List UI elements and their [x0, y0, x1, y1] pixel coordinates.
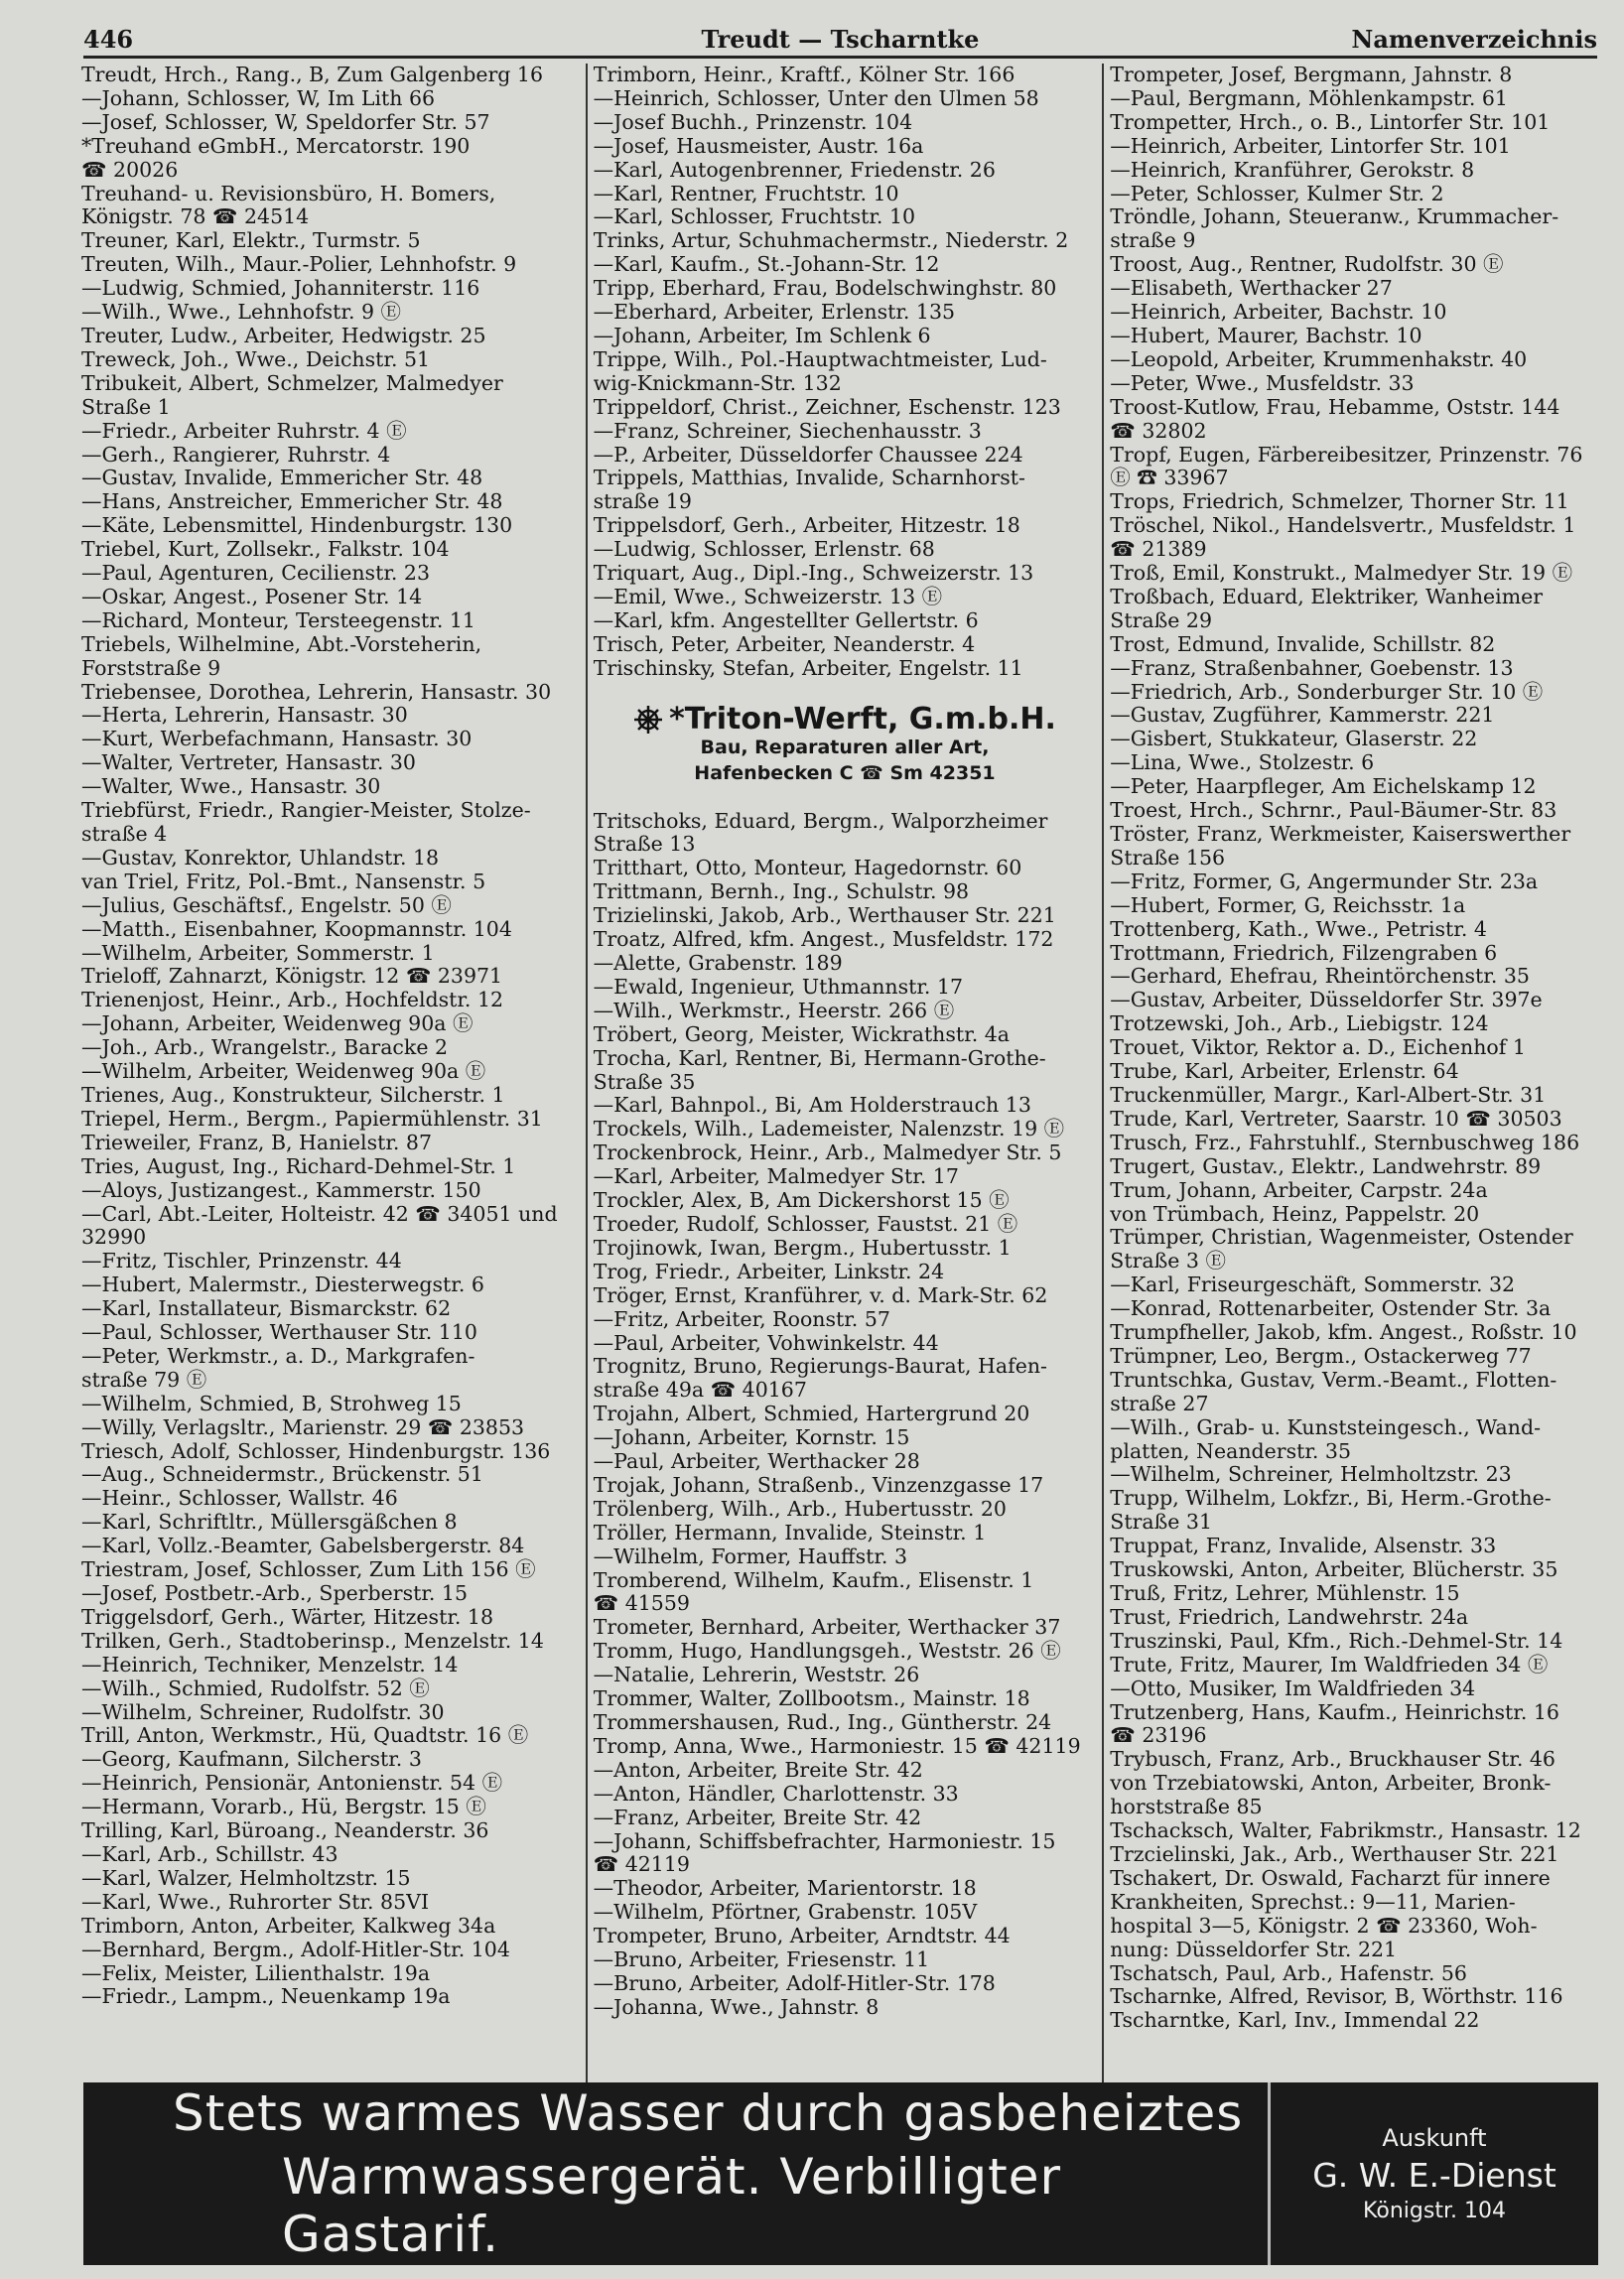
directory-entry: Triesch, Adolf, Schlosser, Hindenburgstr. 136	[81, 1439, 551, 1463]
directory-columns	[81, 64, 1600, 2084]
directory-entry: Troost, Aug., Rentner, Rudolfstr. 30 Ⓔ	[1110, 253, 1504, 277]
directory-entry: —Bruno, Arbeiter, Adolf-Hitler-Str. 178	[593, 1971, 996, 1995]
directory-entry: Troeder, Rudolf, Schlosser, Faustst. 21 Ⓔ	[593, 1212, 1018, 1236]
directory-entry: Troost-Kutlow, Frau, Hebamme, Oststr. 144	[1110, 395, 1560, 419]
directory-entry: Forststraße 9	[81, 656, 221, 680]
directory-entry: Trottenberg, Kath., Wwe., Petristr. 4	[1110, 917, 1487, 941]
directory-entry: Tröller, Hermann, Invalide, Steinstr. 1	[593, 1521, 987, 1544]
directory-entry: Treweck, Joh., Wwe., Deichstr. 51	[81, 347, 431, 371]
directory-entry: —Heinrich, Arbeiter, Lintorfer Str. 101	[1110, 134, 1511, 158]
directory-entry: —Franz, Straßenbahner, Goebenstr. 13	[1110, 656, 1514, 680]
directory-entry: —Karl, Bahnpol., Bi, Am Holderstrauch 13	[593, 1094, 1031, 1118]
directory-entry: —Paul, Arbeiter, Werthacker 28	[593, 1450, 920, 1474]
directory-entry: Trube, Karl, Arbeiter, Erlenstr. 64	[1110, 1060, 1459, 1084]
directory-entry: Tschakert, Dr. Oswald, Facharzt für innere	[1110, 1866, 1551, 1890]
page-header	[83, 22, 1597, 59]
directory-entry: —Paul, Arbeiter, Vohwinkelstr. 44	[593, 1331, 939, 1355]
directory-entry: Tromm, Hugo, Handlungsgeh., Weststr. 26 Ⓔ	[593, 1640, 1061, 1664]
directory-entry: —Käte, Lebensmittel, Hindenburgstr. 130	[81, 514, 513, 538]
directory-entry: Trompetter, Hrch., o. B., Lintorfer Str. 101	[1110, 110, 1551, 134]
directory-entry: —Karl, kfm. Angestellter Gellertstr. 6	[593, 608, 979, 632]
directory-entry: —Johanna, Wwe., Jahnstr. 8	[593, 1995, 880, 2019]
directory-entry: Triebels, Wilhelmine, Abt.-Vorsteherin,	[81, 632, 482, 656]
directory-entry: Trum, Johann, Arbeiter, Carpstr. 24a	[1110, 1178, 1488, 1202]
directory-entry: Trippelsdorf, Gerh., Arbeiter, Hitzestr. 18	[593, 514, 1020, 538]
directory-entry: —Friedr., Lampm., Neuenkamp 19a	[81, 1985, 451, 2009]
directory-entry: Tröndle, Johann, Steueranw., Krummacher-	[1110, 205, 1559, 229]
directory-entry: Trittmann, Bernh., Ing., Schulstr. 98	[593, 880, 970, 904]
directory-entry: —Wilhelm, Schreiner, Helmholtzstr. 23	[1110, 1463, 1512, 1487]
directory-entry: —Wilh., Werkmstr., Heerstr. 266 Ⓔ	[593, 999, 955, 1022]
directory-entry: —Friedrich, Arb., Sonderburger Str. 10 Ⓔ	[1110, 680, 1544, 704]
directory-entry: Truckenmüller, Margr., Karl-Albert-Str. 31	[1110, 1083, 1547, 1107]
directory-entry: —Franz, Arbeiter, Breite Str. 42	[593, 1806, 922, 1829]
directory-entry: —Natalie, Lehrerin, Weststr. 26	[593, 1664, 920, 1687]
directory-entry: —Peter, Schlosser, Kulmer Str. 2	[1110, 182, 1444, 205]
directory-entry: Ⓔ ☎ 33967	[1110, 467, 1229, 490]
directory-entry: —Karl, Vollz.-Beamter, Gabelsbergerstr. 84	[81, 1535, 525, 1558]
directory-entry: —Peter, Haarpfleger, Am Eichelskamp 12	[1110, 775, 1537, 799]
directory-entry: —Johann, Arbeiter, Kornstr. 15	[593, 1426, 910, 1450]
info-label: Auskunft	[1382, 2124, 1487, 2152]
directory-entry: Trzcielinski, Jak., Arb., Werthauser Str. 221	[1110, 1842, 1559, 1866]
directory-entry: —Hermann, Vorarb., Hü, Bergstr. 15 Ⓔ	[81, 1796, 486, 1819]
directory-entry: wig-Knickmann-Str. 132	[593, 371, 842, 395]
directory-entry: Trischinsky, Stefan, Arbeiter, Engelstr. 11	[593, 656, 1023, 680]
directory-entry: Trockler, Alex, B, Am Dickershorst 15 Ⓔ	[593, 1189, 1010, 1213]
directory-entry: Treuter, Ludw., Arbeiter, Hedwigstr. 25	[81, 324, 486, 347]
directory-entry: Trimborn, Anton, Arbeiter, Kalkweg 34a	[81, 1914, 496, 1938]
directory-entry: Trümpner, Leo, Bergm., Ostackerweg 77	[1110, 1344, 1532, 1368]
directory-entry: Straße 35	[593, 1070, 696, 1094]
directory-entry: Trimborn, Heinr., Kraftf., Kölner Str. 166	[593, 64, 1015, 86]
directory-entry: Straße 3 Ⓔ	[1110, 1250, 1226, 1274]
directory-entry: —Wilhelm, Pförtner, Grabenstr. 105V	[593, 1901, 978, 1925]
directory-entry: ☎ 42119	[593, 1853, 690, 1877]
directory-entry: —Karl, Schlosser, Fruchtstr. 10	[593, 205, 916, 229]
directory-entry: —Gerhard, Ehefrau, Rheintörchenstr. 35	[1110, 965, 1530, 989]
directory-entry: Tröschel, Nikol., Handelsvertr., Musfeldstr. 1	[1110, 514, 1576, 538]
triton-werft-advert	[594, 701, 1097, 792]
directory-entry: —Leopold, Arbeiter, Krummenhakstr. 40	[1110, 347, 1528, 371]
directory-entry: Tromp, Anna, Wwe., Harmoniestr. 15 ☎ 42119	[593, 1734, 1081, 1758]
directory-entry: Trocha, Karl, Rentner, Bi, Hermann-Grothe-	[593, 1046, 1046, 1070]
directory-entry: —Gustav, Konrektor, Uhlandstr. 18	[81, 846, 440, 870]
directory-entry: —Hubert, Former, G, Reichsstr. 1a	[1110, 893, 1466, 917]
directory-entry: Tröster, Franz, Werkmeister, Kaiserswerther	[1110, 823, 1571, 846]
directory-entry: Trienes, Aug., Konstrukteur, Silcherstr. 1	[81, 1083, 505, 1107]
directory-entry: —Karl, Rentner, Fruchtstr. 10	[593, 182, 899, 205]
directory-entry: —Walter, Vertreter, Hansastr. 30	[81, 751, 416, 775]
directory-entry: —Wilhelm, Former, Hauffstr. 3	[593, 1544, 907, 1568]
directory-entry: —Karl, Schriftltr., Müllersgäßchen 8	[81, 1511, 458, 1535]
directory-entry: —Felix, Meister, Lilienthalstr. 19a	[81, 1961, 431, 1985]
directory-entry: Trude, Karl, Vertreter, Saarstr. 10 ☎ 30503	[1110, 1107, 1562, 1131]
directory-entry: —Heinr., Schlosser, Wallstr. 46	[81, 1487, 398, 1511]
directory-entry: Trog, Friedr., Arbeiter, Linkstr. 24	[593, 1260, 945, 1283]
directory-entry: Straße 1	[81, 395, 171, 419]
directory-entry: Trieloff, Zahnarzt, Königstr. 12 ☎ 23971	[81, 965, 503, 989]
column-2	[586, 64, 1103, 2084]
directory-entry: Tribukeit, Albert, Schmelzer, Malmedyer	[81, 371, 503, 395]
directory-entry: von Trümbach, Heinz, Pappelstr. 20	[1110, 1202, 1480, 1226]
directory-entry: Trommer, Walter, Zollbootsm., Mainstr. 18	[593, 1687, 1030, 1711]
directory-entry: Trippeldorf, Christ., Zeichner, Eschenstr. 123	[593, 395, 1061, 419]
directory-entry: Tschatsch, Paul, Arb., Hafenstr. 56	[1110, 1961, 1467, 1985]
directory-entry: —Wilhelm, Schmied, B, Strohweg 15	[81, 1392, 462, 1415]
directory-entry: —Fritz, Tischler, Prinzenstr. 44	[81, 1250, 402, 1274]
directory-entry: *Treuhand eGmbH., Mercatorstr. 190	[81, 134, 471, 158]
ship-wheel-icon	[633, 705, 663, 735]
directory-entry: Triepel, Herm., Bergm., Papiermühlenstr. 31	[81, 1107, 543, 1131]
directory-entry: Trompeter, Bruno, Arbeiter, Arndtstr. 44	[593, 1925, 1011, 1948]
directory-entry: —Fritz, Arbeiter, Roonstr. 57	[593, 1307, 890, 1331]
directory-entry: —Franz, Schreiner, Siechenhausstr. 3	[593, 419, 982, 443]
directory-entry: Tries, August, Ing., Richard-Dehmel-Str. 1	[81, 1154, 516, 1178]
directory-entry: —Emil, Wwe., Schweizerstr. 13 Ⓔ	[593, 585, 943, 608]
directory-entry: —Wilh., Schmied, Rudolfstr. 52 Ⓔ	[81, 1676, 430, 1700]
directory-entry: Tschacksch, Walter, Fabrikmstr., Hansastr. 12	[1110, 1819, 1581, 1843]
directory-entry: —Matth., Eisenbahner, Koopmannstr. 104	[81, 917, 512, 941]
directory-entry: —Karl, Friseurgeschäft, Sommerstr. 32	[1110, 1274, 1516, 1297]
directory-entry: —Peter, Wwe., Musfeldstr. 33	[1110, 371, 1415, 395]
directory-entry: Trumpfheller, Jakob, kfm. Angest., Roßstr. 10	[1110, 1321, 1577, 1345]
directory-entry: Trockenbrock, Heinr., Arb., Malmedyer Str. 5	[593, 1141, 1062, 1165]
directory-entry: hospital 3—5, Königstr. 2 ☎ 23360, Woh-	[1110, 1914, 1538, 1938]
directory-entry: Troßbach, Eduard, Elektriker, Wanheimer	[1110, 585, 1544, 608]
directory-entry: —Paul, Bergmann, Möhlenkampstr. 61	[1110, 86, 1508, 110]
directory-entry: Trojak, Johann, Straßenb., Vinzenzgasse 17	[593, 1473, 1044, 1497]
column-2-top	[594, 64, 1097, 681]
directory-entry: —Anton, Arbeiter, Breite Str. 42	[593, 1758, 923, 1782]
slogan-line-1: Stets warmes Wasser durch gasbeheiztes	[173, 2084, 1244, 2142]
directory-entry: Triebensee, Dorothea, Lehrerin, Hansastr. 30	[81, 680, 552, 704]
directory-entry: Triquart, Aug., Dipl.-Ing., Schweizerstr. 13	[593, 562, 1034, 586]
directory-entry: —Wilh., Grab- u. Kunststeingesch., Wand-	[1110, 1415, 1542, 1439]
directory-entry: —Elisabeth, Werthacker 27	[1110, 277, 1393, 301]
directory-entry: horststraße 85	[1110, 1796, 1263, 1819]
directory-entry: —Ludwig, Schlosser, Erlenstr. 68	[593, 538, 935, 562]
directory-entry: —Bruno, Arbeiter, Friesenstr. 11	[593, 1948, 930, 1972]
directory-entry: Trockels, Wilh., Lademeister, Nalenzstr. 19 Ⓔ	[593, 1118, 1065, 1141]
directory-entry: Tscharnke, Alfred, Revisor, B, Wörthstr. 116	[1110, 1985, 1563, 2009]
section-title: Namenverzeichnis	[1351, 24, 1597, 54]
directory-entry: —Aloys, Justizangest., Kammerstr. 150	[81, 1178, 481, 1202]
directory-entry: —Hubert, Maurer, Bachstr. 10	[1110, 324, 1422, 347]
directory-entry: Tröger, Ernst, Kranführer, v. d. Mark-Str. 62	[593, 1283, 1048, 1307]
directory-entry: —Gustav, Arbeiter, Düsseldorfer Str. 397e	[1110, 989, 1543, 1012]
directory-entry: Triebel, Kurt, Zollsekr., Falkstr. 104	[81, 538, 450, 562]
directory-entry: —Johann, Arbeiter, Weidenweg 90a Ⓔ	[81, 1012, 474, 1036]
directory-entry: —Richard, Monteur, Tersteegenstr. 11	[81, 608, 475, 632]
directory-entry: —Oskar, Angest., Posener Str. 14	[81, 585, 423, 608]
directory-entry: —Karl, Wwe., Ruhrorter Str. 85VI	[81, 1890, 430, 1914]
directory-entry: —Karl, Walzer, Helmholtzstr. 15	[81, 1866, 411, 1890]
directory-entry: Krankheiten, Sprechst.: 9—11, Marien-	[1110, 1890, 1516, 1914]
directory-entry: Tritthart, Otto, Monteur, Hagedornstr. 60	[593, 857, 1022, 880]
directory-entry: Trizielinski, Jakob, Arb., Werthauser Str. 221	[593, 904, 1056, 928]
directory-entry: Königstr. 78 ☎ 24514	[81, 205, 310, 229]
directory-entry: —Josef Buchh., Prinzenstr. 104	[593, 110, 913, 134]
directory-entry: Trümper, Christian, Wagenmeister, Ostender	[1110, 1226, 1573, 1250]
directory-entry: —Julius, Geschäftsf., Engelstr. 50 Ⓔ	[81, 893, 452, 917]
directory-entry: Tripp, Eberhard, Frau, Bodelschwinghstr. 80	[593, 277, 1057, 301]
directory-entry: —Herta, Lehrerin, Hansastr. 30	[81, 704, 408, 728]
directory-entry: —Wilhelm, Arbeiter, Weidenweg 90a Ⓔ	[81, 1060, 486, 1084]
column-3	[1102, 64, 1600, 2084]
directory-entry: Straße 31	[1110, 1511, 1213, 1535]
directory-entry: Trilling, Karl, Büroang., Neanderstr. 36	[81, 1819, 489, 1843]
directory-entry: —Carl, Abt.-Leiter, Holteistr. 42 ☎ 34051 und	[81, 1202, 558, 1226]
directory-entry: —P., Arbeiter, Düsseldorfer Chaussee 224	[593, 443, 1023, 467]
directory-entry: ☎ 20026	[81, 158, 179, 182]
directory-entry: Trompeter, Josef, Bergmann, Jahnstr. 8	[1110, 64, 1513, 86]
directory-entry: —Joh., Arb., Wrangelstr., Baracke 2	[81, 1036, 449, 1060]
directory-entry: Troatz, Alfred, kfm. Angest., Musfeldstr. 172	[593, 928, 1054, 952]
directory-entry: —Ewald, Ingenieur, Uthmannstr. 17	[593, 975, 964, 999]
directory-entry: —Hans, Anstreicher, Emmericher Str. 48	[81, 490, 503, 514]
directory-entry: Truszinski, Paul, Kfm., Rich.-Dehmel-Str. 14	[1110, 1629, 1563, 1653]
directory-entry: Trommershausen, Rud., Ing., Güntherstr. 24	[593, 1711, 1052, 1734]
directory-entry: —Heinrich, Kranführer, Gerokstr. 8	[1110, 158, 1475, 182]
directory-entry: Trute, Fritz, Maurer, Im Waldfrieden 34 Ⓔ	[1110, 1653, 1549, 1676]
directory-entry: —Heinrich, Schlosser, Unter den Ulmen 58	[593, 86, 1039, 110]
directory-entry: Triggelsdorf, Gerh., Wärter, Hitzestr. 18	[81, 1605, 493, 1629]
directory-entry: —Josef, Schlosser, W, Speldorfer Str. 57	[81, 110, 490, 134]
directory-entry: Trutzenberg, Hans, Kaufm., Heinrichstr. 16	[1110, 1700, 1559, 1724]
directory-entry: Trugert, Gustav., Elektr., Landwehrstr. 89	[1110, 1154, 1542, 1178]
directory-entry: ☎ 21389	[1110, 538, 1207, 562]
directory-entry: Treuner, Karl, Elektr., Turmstr. 5	[81, 229, 421, 253]
directory-entry: Truntschka, Gustav, Verm.-Beamt., Flotten-	[1110, 1368, 1557, 1392]
directory-entry: Straße 156	[1110, 846, 1226, 870]
directory-entry: von Trzebiatowski, Anton, Arbeiter, Bronk-	[1110, 1772, 1552, 1796]
directory-entry: —Gerh., Rangierer, Ruhrstr. 4	[81, 443, 391, 467]
directory-entry: —Gustav, Invalide, Emmericher Str. 48	[81, 467, 483, 490]
directory-entry: —Aug., Schneidermstr., Brückenstr. 51	[81, 1463, 483, 1487]
directory-entry: —Anton, Händler, Charlottenstr. 33	[593, 1782, 959, 1806]
directory-entry: —Karl, Autogenbrenner, Friedenstr. 26	[593, 158, 996, 182]
directory-entry: Trippels, Matthias, Invalide, Scharnhorst-	[593, 467, 1025, 490]
directory-entry: Tromberend, Wilhelm, Kaufm., Elisenstr. 1	[593, 1568, 1034, 1592]
directory-entry: —Gisbert, Stukkateur, Glaserstr. 22	[1110, 728, 1478, 751]
directory-entry: —Gustav, Zugführer, Kammerstr. 221	[1110, 704, 1495, 728]
directory-entry: Tscharntke, Karl, Inv., Immendal 22	[1110, 2009, 1480, 2033]
directory-entry: —Karl, Arbeiter, Malmedyer Str. 17	[593, 1165, 959, 1189]
directory-entry: Truß, Fritz, Lehrer, Mühlenstr. 15	[1110, 1582, 1460, 1605]
directory-entry: Trost, Edmund, Invalide, Schillstr. 82	[1110, 632, 1496, 656]
directory-entry: —Heinrich, Pensionär, Antonienstr. 54 Ⓔ	[81, 1772, 503, 1796]
directory-entry: —Josef, Postbetr.-Arb., Sperberstr. 15	[81, 1582, 468, 1605]
directory-entry: straße 19	[593, 490, 692, 514]
slogan-line-2: Warmwassergerät. Verbilligter Gastarif.	[282, 2148, 1062, 2263]
directory-entry: Trometer, Bernhard, Arbeiter, Werthacker 37	[593, 1616, 1061, 1640]
info-address: Königstr. 104	[1363, 2199, 1506, 2223]
directory-entry: Straße 13	[593, 833, 696, 857]
directory-entry: straße 79 Ⓔ	[81, 1368, 207, 1392]
directory-entry: straße 9	[1110, 229, 1196, 253]
directory-entry: platten, Neanderstr. 35	[1110, 1439, 1351, 1463]
directory-entry: Troest, Hrch., Schrnr., Paul-Bäumer-Str. 83	[1110, 799, 1557, 823]
directory-entry: Trottmann, Friedrich, Filzengraben 6	[1110, 941, 1498, 965]
directory-entry: Trill, Anton, Werkmstr., Hü, Quadtstr. 16 Ⓔ	[81, 1724, 529, 1748]
directory-entry: ☎ 32802	[1110, 419, 1207, 443]
directory-entry: Truppat, Franz, Invalide, Alsenstr. 33	[1110, 1535, 1497, 1558]
directory-entry: straße 4	[81, 823, 168, 846]
directory-entry: Trybusch, Franz, Arb., Bruckhauser Str. 46	[1110, 1748, 1556, 1772]
directory-entry: Trilken, Gerh., Stadtoberinsp., Menzelstr. 14	[81, 1629, 544, 1653]
directory-entry: Trienenjost, Heinr., Arb., Hochfeldstr. 12	[81, 989, 504, 1012]
directory-entry: —Johann, Schiffsbefrachter, Harmoniestr. 15	[593, 1829, 1056, 1853]
directory-entry: Triebfürst, Friedr., Rangier-Meister, Stolze-	[81, 799, 531, 823]
directory-entry: Treudt, Hrch., Rang., B, Zum Galgenberg 16	[81, 64, 544, 86]
directory-entry: Trojahn, Albert, Schmied, Hartergrund 20	[593, 1403, 1030, 1426]
directory-entry: 32990	[81, 1226, 147, 1250]
directory-entry: van Triel, Fritz, Pol.-Bmt., Nansenstr. 5	[81, 870, 486, 893]
directory-entry: Trust, Friedrich, Landwehrstr. 24a	[1110, 1605, 1469, 1629]
directory-entry: —Willy, Verlagsltr., Marienstr. 29 ☎ 23853	[81, 1415, 525, 1439]
directory-entry: —Konrad, Rottenarbeiter, Ostender Str. 3a	[1110, 1297, 1552, 1321]
directory-entry: Tröbert, Georg, Meister, Wickrathstr. 4a	[593, 1022, 1010, 1046]
directory-entry: —Ludwig, Schmied, Johanniterstr. 116	[81, 277, 480, 301]
directory-entry: Truskowski, Anton, Arbeiter, Blücherstr. 35	[1110, 1558, 1558, 1582]
directory-entry: —Wilhelm, Arbeiter, Sommerstr. 1	[81, 941, 435, 965]
directory-entry: Troß, Emil, Konstrukt., Malmedyer Str. 19 Ⓔ	[1110, 562, 1573, 586]
directory-entry: straße 27	[1110, 1392, 1209, 1415]
column-1	[81, 64, 586, 2084]
directory-entry: —Friedr., Arbeiter Ruhrstr. 4 Ⓔ	[81, 419, 407, 443]
directory-entry: Trotzewski, Joh., Arb., Liebigstr. 124	[1110, 1012, 1489, 1036]
directory-entry: straße 49a ☎ 40167	[593, 1379, 807, 1403]
directory-entry: —Alette, Grabenstr. 189	[593, 952, 843, 975]
directory-entry: Triestram, Josef, Schlosser, Zum Lith 156 Ⓔ	[81, 1558, 536, 1582]
directory-entry: Trognitz, Bruno, Regierungs-Baurat, Hafen-	[593, 1355, 1047, 1379]
directory-entry: Trojinowk, Iwan, Bergm., Hubertusstr. 1	[593, 1236, 1012, 1260]
directory-entry: Straße 29	[1110, 608, 1213, 632]
directory-entry: —Wilhelm, Schreiner, Rudolfstr. 30	[81, 1700, 445, 1724]
info-box	[1268, 2082, 1598, 2265]
gas-advert-banner	[83, 2082, 1598, 2265]
directory-entry: —Georg, Kaufmann, Silcherstr. 3	[81, 1748, 422, 1772]
directory-entry: Trinks, Artur, Schuhmachermstr., Niederstr. 2	[593, 229, 1069, 253]
advert-line-2: Hafenbecken C ☎ Sm 42351	[694, 761, 996, 784]
directory-entry: Tritschoks, Eduard, Bergm., Walporzheimer	[593, 809, 1048, 833]
directory-entry: —Karl, Installateur, Bismarckstr. 62	[81, 1297, 452, 1321]
directory-entry: Treuhand- u. Revisionsbüro, H. Bomers,	[81, 182, 496, 205]
directory-entry: —Heinrich, Techniker, Menzelstr. 14	[81, 1653, 459, 1676]
directory-entry: —Peter, Werkmstr., a. D., Markgrafen-	[81, 1344, 475, 1368]
directory-entry: —Heinrich, Arbeiter, Bachstr. 10	[1110, 301, 1447, 325]
directory-entry: —Kurt, Werbefachmann, Hansastr. 30	[81, 728, 473, 751]
directory-entry: Trippe, Wilh., Pol.-Hauptwachtmeister, Lud-	[593, 347, 1047, 371]
directory-entry: —Johann, Arbeiter, Im Schlenk 6	[593, 324, 931, 347]
directory-entry: Treuten, Wilh., Maur.-Polier, Lehnhofstr. 9	[81, 253, 517, 277]
advert-line-1: Bau, Reparaturen aller Art,	[700, 736, 990, 758]
directory-entry: Trupp, Wilhelm, Lokfzr., Bi, Herm.-Grothe-	[1110, 1487, 1552, 1511]
directory-entry: Tropf, Eugen, Färbereibesitzer, Prinzenstr. 76	[1110, 443, 1583, 467]
directory-entry: Trusch, Frz., Fahrstuhlf., Sternbuschweg 186	[1110, 1131, 1580, 1154]
info-name: G. W. E.-Dienst	[1312, 2156, 1556, 2195]
directory-entry: —Karl, Kaufm., St.-Johann-Str. 12	[593, 253, 940, 277]
running-title: Treudt — Tscharntke	[701, 24, 980, 54]
directory-entry: —Hubert, Malermstr., Diesterwegstr. 6	[81, 1274, 484, 1297]
directory-entry: —Bernhard, Bergm., Adolf-Hitler-Str. 104	[81, 1938, 510, 1961]
directory-entry: Trieweiler, Franz, B, Hanielstr. 87	[81, 1131, 433, 1154]
directory-entry: —Paul, Schlosser, Werthauser Str. 110	[81, 1321, 477, 1345]
directory-entry: —Johann, Schlosser, W, Im Lith 66	[81, 86, 436, 110]
directory-entry: Trouet, Viktor, Rektor a. D., Eichenhof 1	[1110, 1036, 1526, 1060]
directory-entry: —Otto, Musiker, Im Waldfrieden 34	[1110, 1676, 1476, 1700]
directory-entry: —Walter, Wwe., Hansastr. 30	[81, 775, 381, 799]
directory-entry: —Paul, Agenturen, Cecilienstr. 23	[81, 562, 430, 586]
advert-title: *Triton-Werft, G.m.b.H.	[669, 701, 1056, 737]
directory-entry: Trisch, Peter, Arbeiter, Neanderstr. 4	[593, 632, 976, 656]
directory-entry: ☎ 41559	[593, 1592, 690, 1616]
directory-entry: —Karl, Arb., Schillstr. 43	[81, 1842, 338, 1866]
directory-entry: Trops, Friedrich, Schmelzer, Thorner Str. 11	[1110, 490, 1569, 514]
directory-entry: —Wilh., Wwe., Lehnhofstr. 9 Ⓔ	[81, 301, 402, 325]
directory-entry: nung: Düsseldorfer Str. 221	[1110, 1938, 1398, 1961]
column-2-bottom	[594, 810, 1097, 2020]
page-number: 446	[83, 24, 134, 54]
directory-entry: —Lina, Wwe., Stolzestr. 6	[1110, 751, 1375, 775]
directory-entry: ☎ 23196	[1110, 1724, 1207, 1748]
directory-entry: —Josef, Hausmeister, Austr. 16a	[593, 134, 924, 158]
directory-entry: —Fritz, Former, G, Angermunder Str. 23a	[1110, 870, 1539, 893]
directory-entry: —Eberhard, Arbeiter, Erlenstr. 135	[593, 301, 956, 325]
directory-entry: Trölenberg, Wilh., Arb., Hubertusstr. 20	[593, 1497, 1007, 1521]
directory-entry: —Theodor, Arbeiter, Marientorstr. 18	[593, 1877, 977, 1901]
